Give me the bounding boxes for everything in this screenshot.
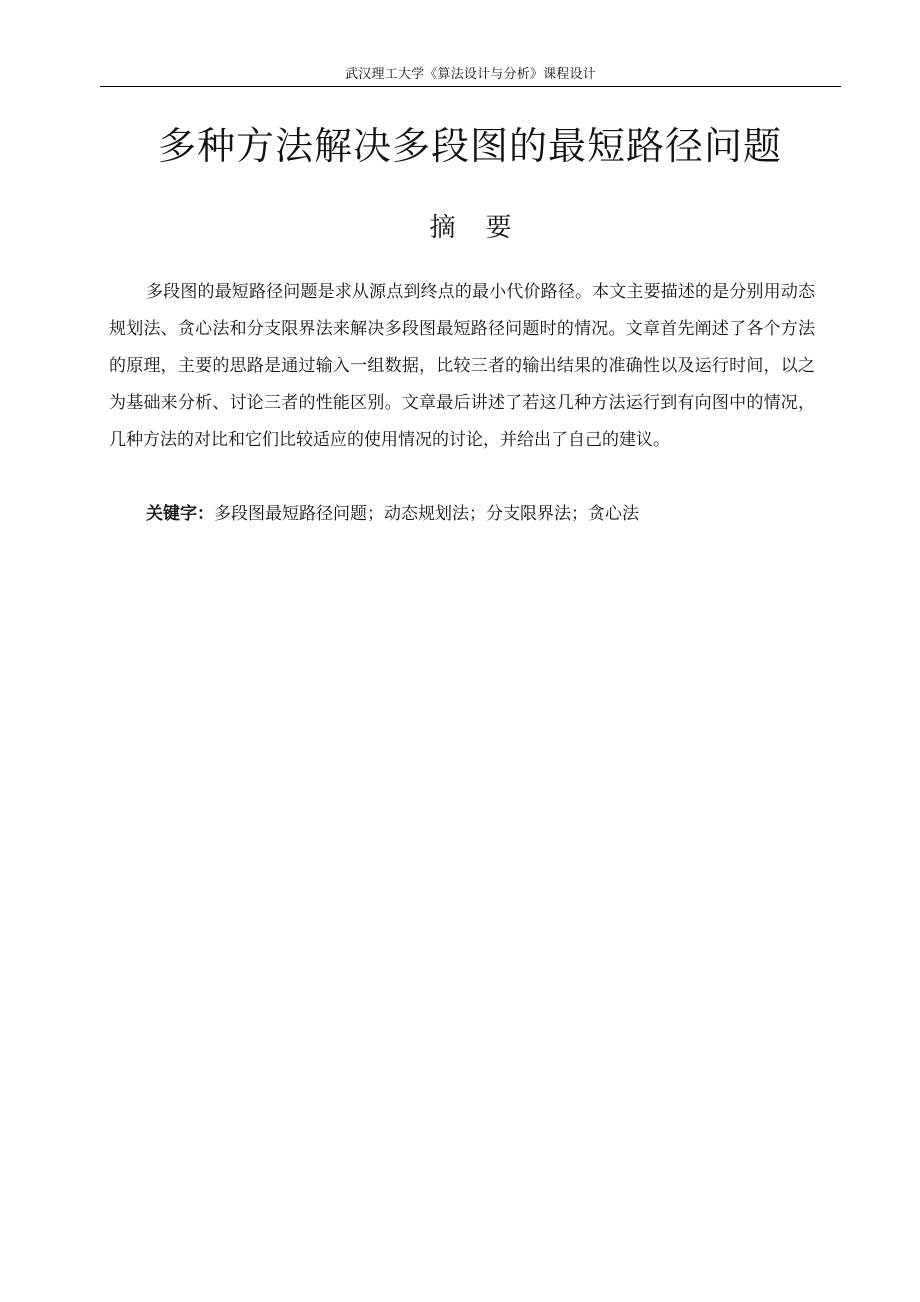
- abstract-body: 多段图的最短路径问题是求从源点到终点的最小代价路径。本文主要描述的是分别用动态规划法、贪心法和分支限界法来解决多段图最短路径问题时的情况。文章首先阐述了各个方法的原理，主要的思路是通过输入一组数据，比较三者的输出结果的准确性以及运行时间，以之为基础来分析、讨论三者的性能区别。文章最后讲述了若这几种方法运行到有向图中的情况，几种方法的对比和它们比较适应的使用情况的讨论，并给出了自己的建议。: [109, 282, 815, 450]
- keywords-value: 多段图最短路径问题；动态规划法；分支限界法；贪心法: [214, 504, 639, 524]
- abstract-heading-char-1: 摘: [429, 213, 456, 243]
- document-title: 多种方法解决多段图的最短路径问题: [157, 124, 782, 168]
- keywords-label: 关键字：: [146, 504, 214, 524]
- abstract-heading: [100, 208, 841, 248]
- keywords-line: [109, 496, 815, 533]
- running-header: 武汉理工大学《算法设计与分析》课程设计: [345, 67, 596, 82]
- abstract-heading-char-2: 要: [485, 213, 512, 243]
- header-rule: [100, 86, 841, 87]
